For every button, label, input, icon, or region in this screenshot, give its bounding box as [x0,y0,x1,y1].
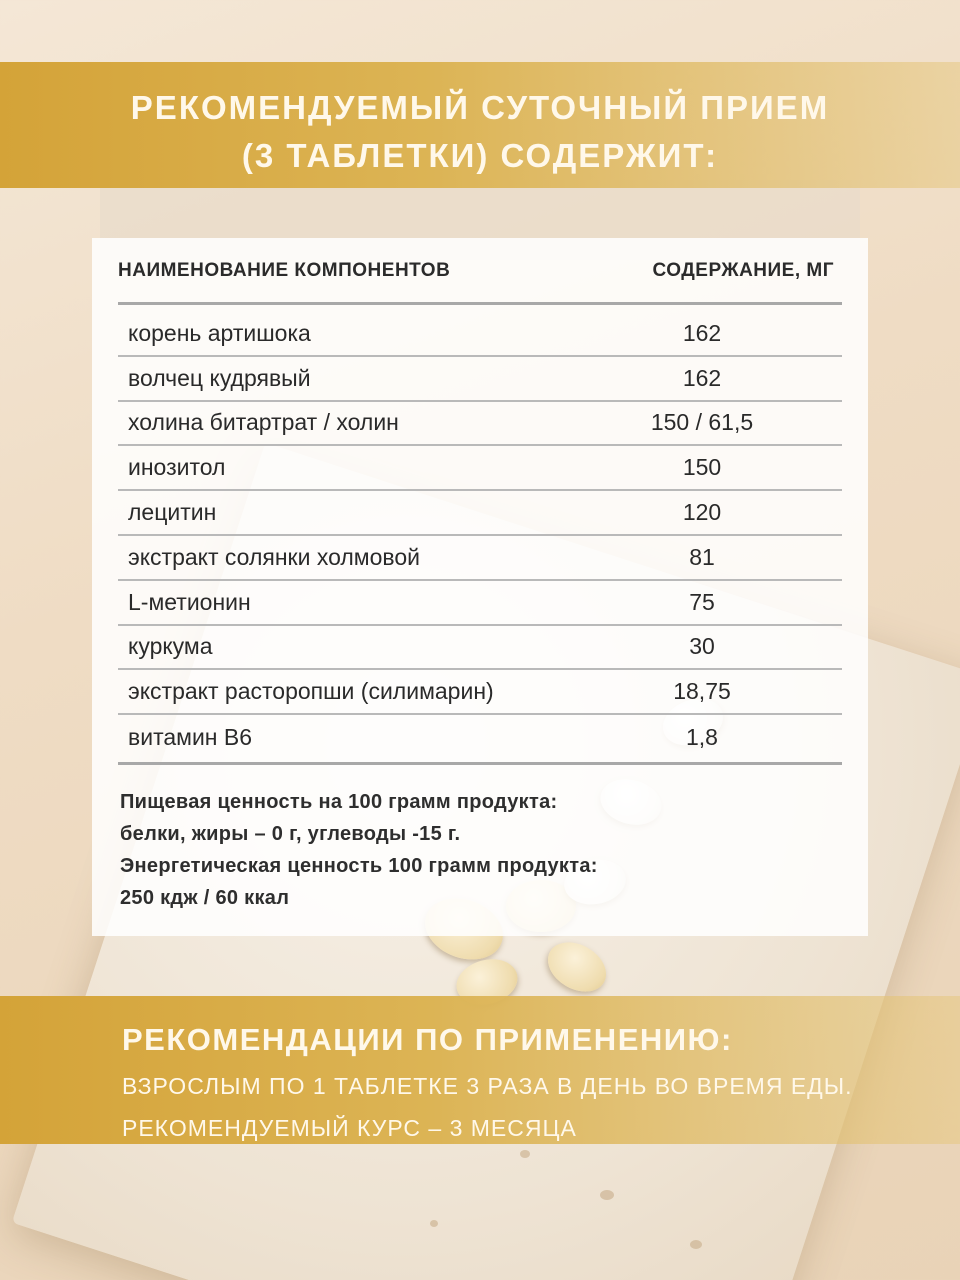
header-title-line2: (3 ТАБЛЕТКИ) СОДЕРЖИТ: [241,137,719,174]
energy-line: 250 кдж / 60 ккал [120,887,290,909]
usage-title: РЕКОМЕНДАЦИИ ПО ПРИМЕНЕНИЮ: [122,1022,733,1057]
table-bottom-rule [118,762,842,765]
table-row [118,357,842,402]
stone-pore [520,1150,530,1158]
composition-table [118,312,842,760]
component-value: 18,75 [673,678,731,705]
component-value: 150 / 61,5 [650,409,754,436]
nutrition-info [120,786,598,914]
table-row [118,402,842,447]
component-name: экстракт расторопши (силимарин) [128,678,494,705]
component-name: инозитол [128,454,226,481]
usage-banner [0,996,960,1144]
usage-text-line2: РЕКОМЕНДУЕМЫЙ КУРС – 3 МЕСЯЦА [122,1115,577,1141]
component-value: 81 [689,543,715,570]
table-row [118,446,842,491]
component-name: витамин B6 [128,724,253,751]
component-value: 75 [689,588,715,615]
component-name: холина битартрат / холин [128,409,399,436]
component-value: 30 [689,633,715,660]
component-value: 162 [682,364,722,391]
component-name: волчец кудрявый [128,364,311,391]
component-value: 1,8 [686,724,718,751]
table-row [118,715,842,760]
component-name: экстракт солянки холмовой [128,543,420,570]
component-value: 162 [682,319,722,346]
stone-pore [600,1190,614,1200]
composition-card [92,238,868,936]
component-value: 150 [682,454,722,481]
component-name: корень артишока [128,319,311,346]
nutrition-line: Пищевая ценность на 100 грамм продукта: [120,791,558,813]
table-row [118,312,842,357]
component-value: 120 [682,499,722,526]
table-row [118,626,842,671]
stone-pore [430,1220,438,1227]
header-title-line1: РЕКОМЕНДУЕМЫЙ СУТОЧНЫЙ ПРИЕМ [130,89,830,126]
table-row [118,581,842,626]
component-name: куркума [128,633,213,660]
header-banner [0,62,960,188]
table-row [118,536,842,581]
component-name: L-метионин [128,588,251,615]
column-header-name: НАИМЕНОВАНИЕ КОМПОНЕНТОВ [118,260,451,281]
nutrition-line: белки, жиры – 0 г, углеводы -15 г. [120,823,461,845]
table-row [118,491,842,536]
table-header [118,260,842,282]
energy-line: Энергетическая ценность 100 грамм продукта: [120,855,598,877]
component-name: лецитин [128,499,217,526]
table-row [118,670,842,715]
usage-text-line1: ВЗРОСЛЫМ ПО 1 ТАБЛЕТКЕ 3 РАЗА В ДЕНЬ ВО ВРЕМЯ ЕДЫ. [122,1073,853,1099]
table-top-rule [118,302,842,305]
stone-pore [690,1240,702,1249]
column-header-value: СОДЕРЖАНИЕ, МГ [652,260,834,281]
